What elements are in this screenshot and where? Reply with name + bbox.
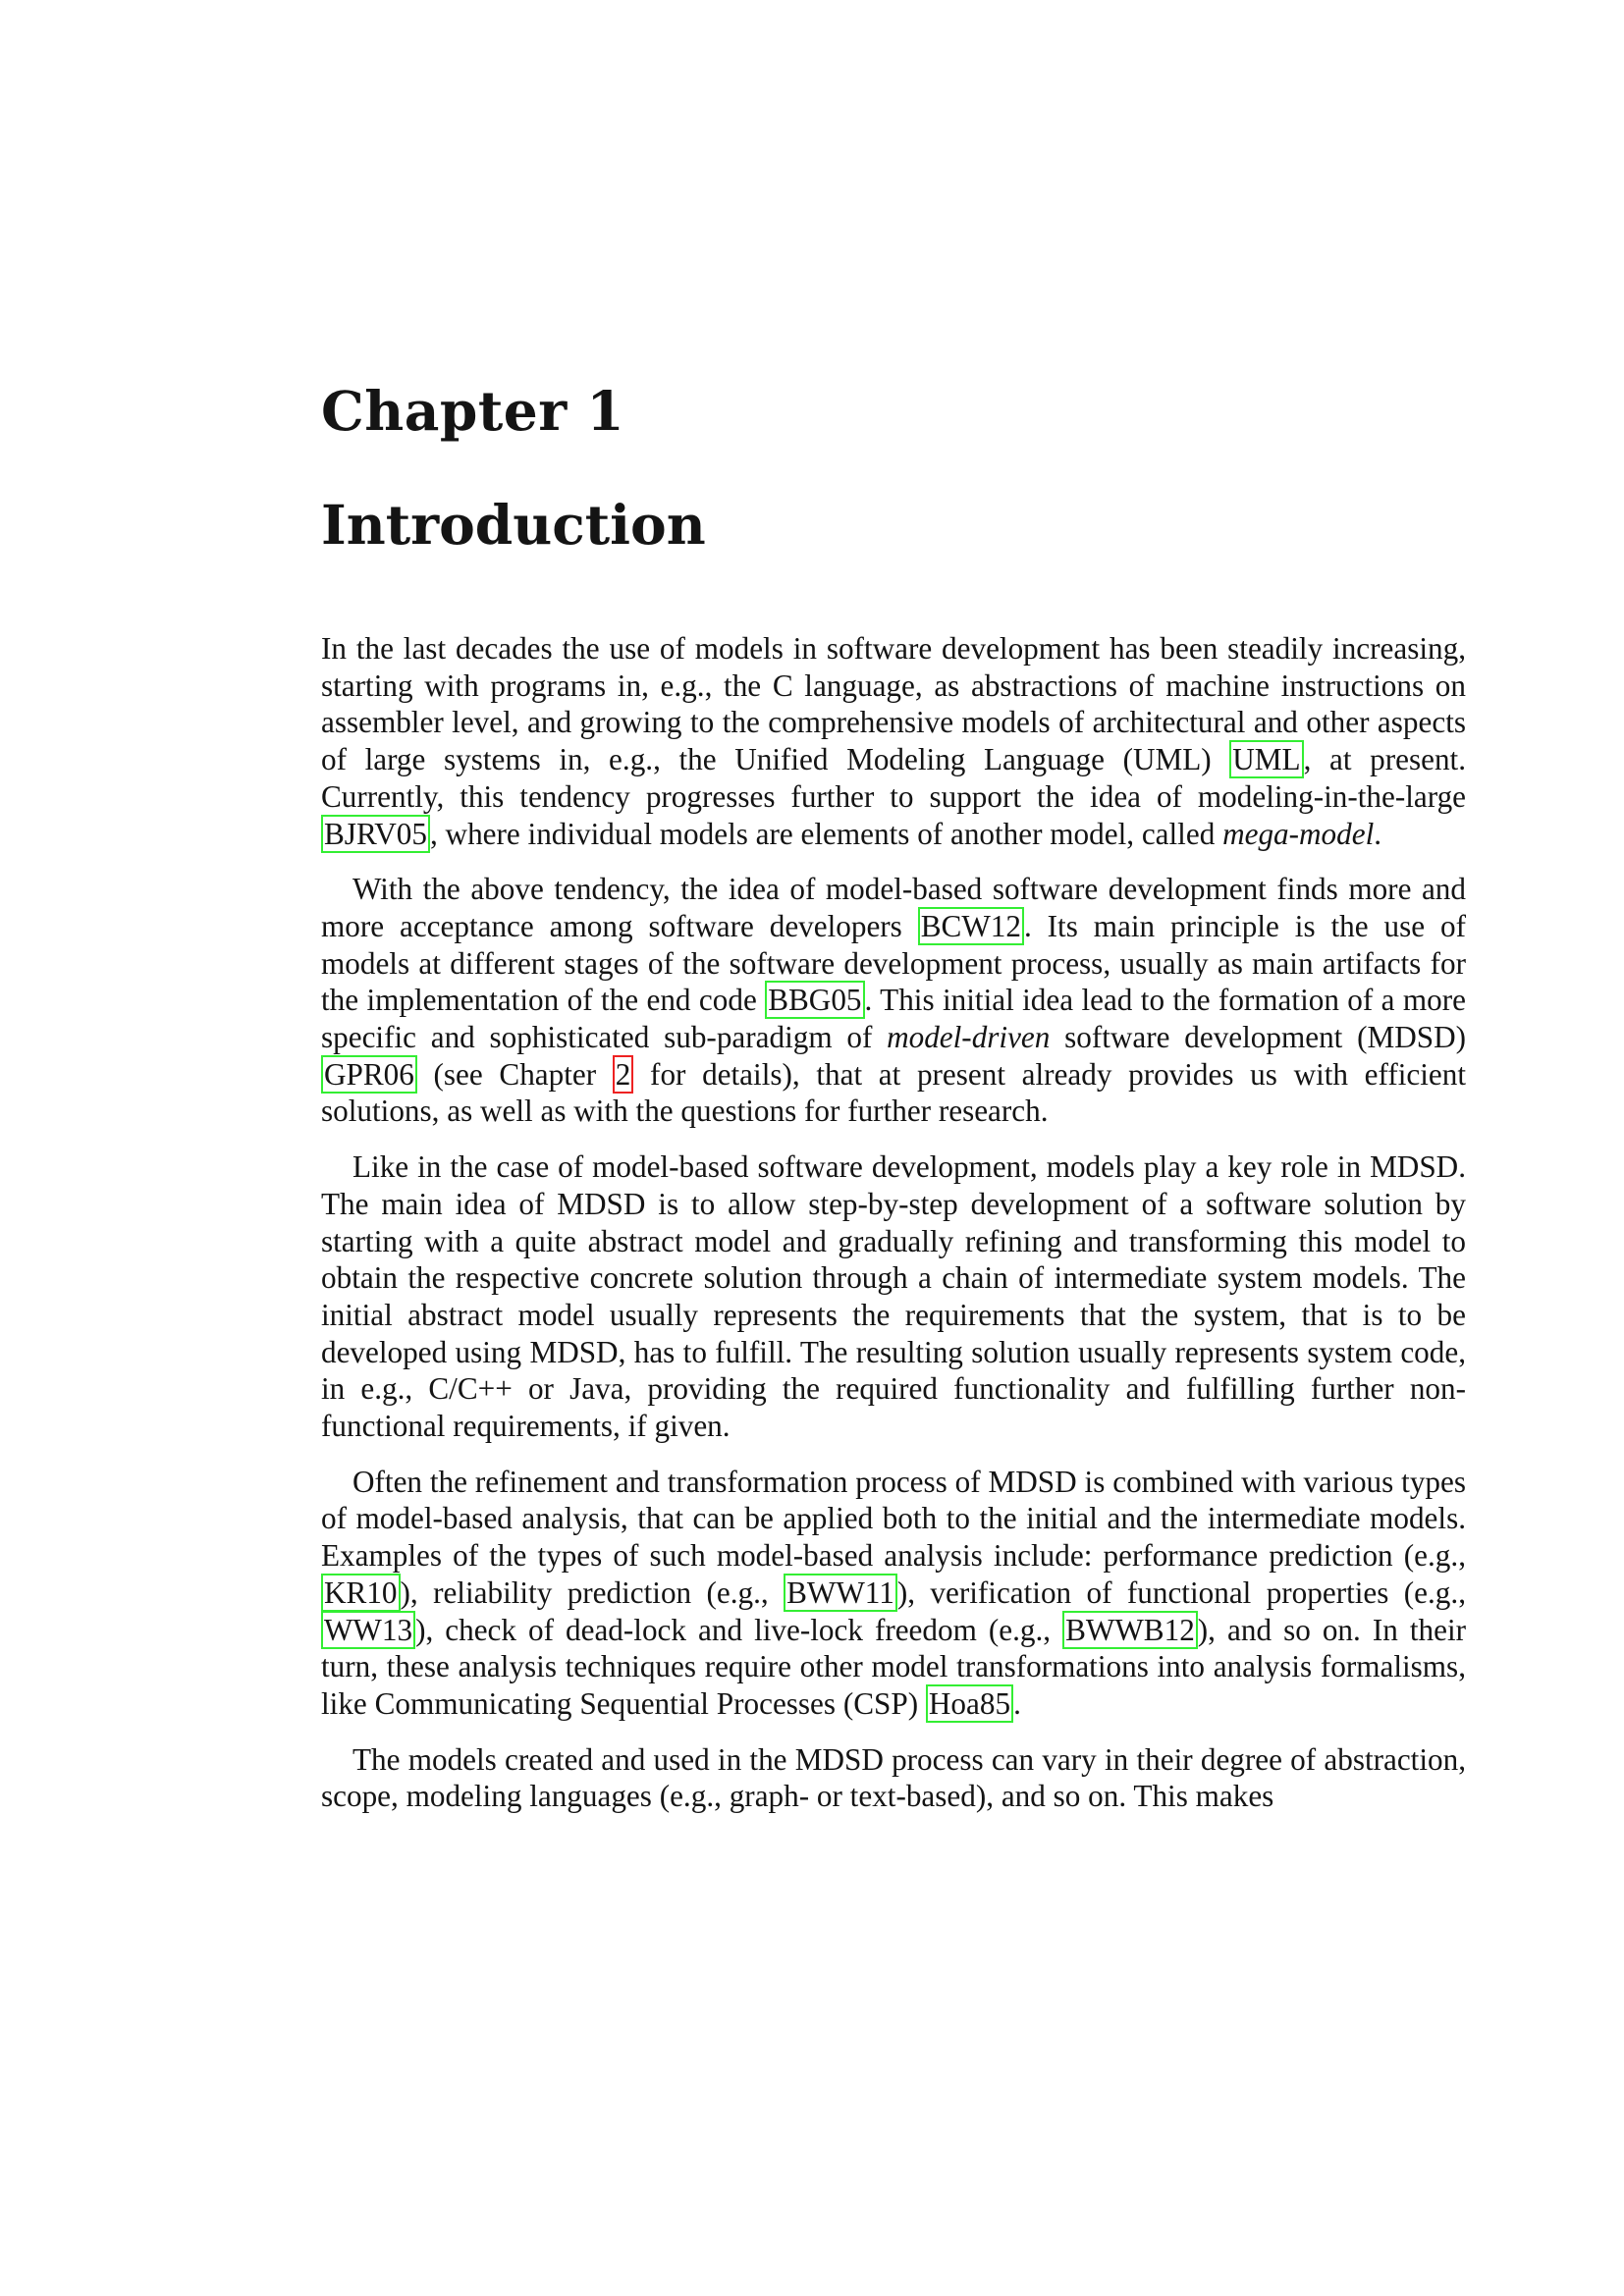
citation-link[interactable]: BWWB12 [1062,1611,1198,1649]
text-run: , at present. Currently, this tendency progresses further to support the idea of modeling-in-the-large [321,742,1466,814]
text-run: . [1013,1685,1021,1721]
chapter-title: Introduction [321,493,706,557]
text-run: ), reliability prediction (e.g., [400,1575,785,1610]
text-run: In the last decades the use of models in software development has been steadily increasing, starting with programs in, e.g., the C language, as abstractions of machine instructions on assembler level, and growing to the comprehensive models of architectural and other aspects of large systems in, e.g., the Unified Modeling Language (UML) [321,631,1466,777]
text-run: software development (MDSD) [1050,1020,1466,1055]
text-run: ), verification of functional properties (e.g., [896,1575,1466,1610]
text-run: (see Chapter [416,1056,613,1092]
text-run: Often the refinement and transformation process of MDSD is combined with various types of model-based analysis, that can be applied both to the initial and the intermediate models. Examples of the types of such model-based analysis include: performance prediction (e.g., [321,1464,1466,1574]
citation-link[interactable]: BJRV05 [321,815,430,853]
paragraph [321,630,1466,852]
paragraph [321,871,1466,1130]
paragraph [321,1741,1466,1815]
text-run: . [1374,816,1382,851]
chapter-body [321,630,1466,1815]
text-run: , where individual models are elements of another model, called [429,816,1223,851]
text-run: Like in the case of model-based software development, models play a key role in MDSD. The main idea of MDSD is to allow step-by-step development of a software solution by starting with a quite abstract model and gradually refining and transforming this model to obtain the respective concrete solution through a chain of intermediate system models. The initial abstract model usually represents the requirements that the system, that is to be developed using MDSD, has to fulfill. The resulting solution usually represents system code, in e.g., C/C++ or Java, providing the required functionality and fulfilling further non-functional requirements, if given. [321,1149,1466,1444]
chapter-reference-link[interactable]: 2 [613,1055,634,1094]
citation-link[interactable]: Hoa85 [926,1684,1013,1723]
citation-link[interactable]: BBG05 [765,981,864,1019]
text-run: ), check of dead-lock and live-lock freedom (e.g., [415,1612,1063,1647]
citation-link[interactable]: UML [1229,740,1303,778]
citation-link[interactable]: BCW12 [918,907,1024,945]
text-run: for details), that at present already provides us with efficient solutions, as well as with the questions for further research. [321,1056,1466,1129]
citation-link[interactable]: WW13 [321,1611,415,1649]
text-run: . This initial idea lead to the formation of a more specific and sophisticated sub-paradigm of [321,983,1466,1055]
document-page [321,363,1466,1834]
text-run: With the above tendency, the idea of model-based software development finds more and more acceptance among software developers [321,872,1466,943]
paragraph [321,1464,1466,1723]
text-run: The models created and used in the MDSD process can vary in their degree of abstraction, scope, modeling languages (e.g., graph- or text-based), and so on. This makes [321,1741,1466,1814]
citation-link[interactable]: GPR06 [321,1055,417,1094]
paragraph [321,1148,1466,1445]
emphasized-term: mega-model [1222,816,1375,851]
emphasized-term: model-driven [887,1020,1051,1055]
chapter-label: Chapter 1 [321,379,625,443]
citation-link[interactable]: BWW11 [784,1574,897,1612]
text-run: . Its main principle is the use of models at different stages of the software development process, usually as main artifacts for the implementation of the end code [321,908,1466,1018]
text-run: ), and so on. In their turn, these analysis techniques require other model transformations into analysis formalisms, like Communicating Sequential Processes (CSP) [321,1612,1466,1721]
citation-link[interactable]: KR10 [321,1574,401,1612]
